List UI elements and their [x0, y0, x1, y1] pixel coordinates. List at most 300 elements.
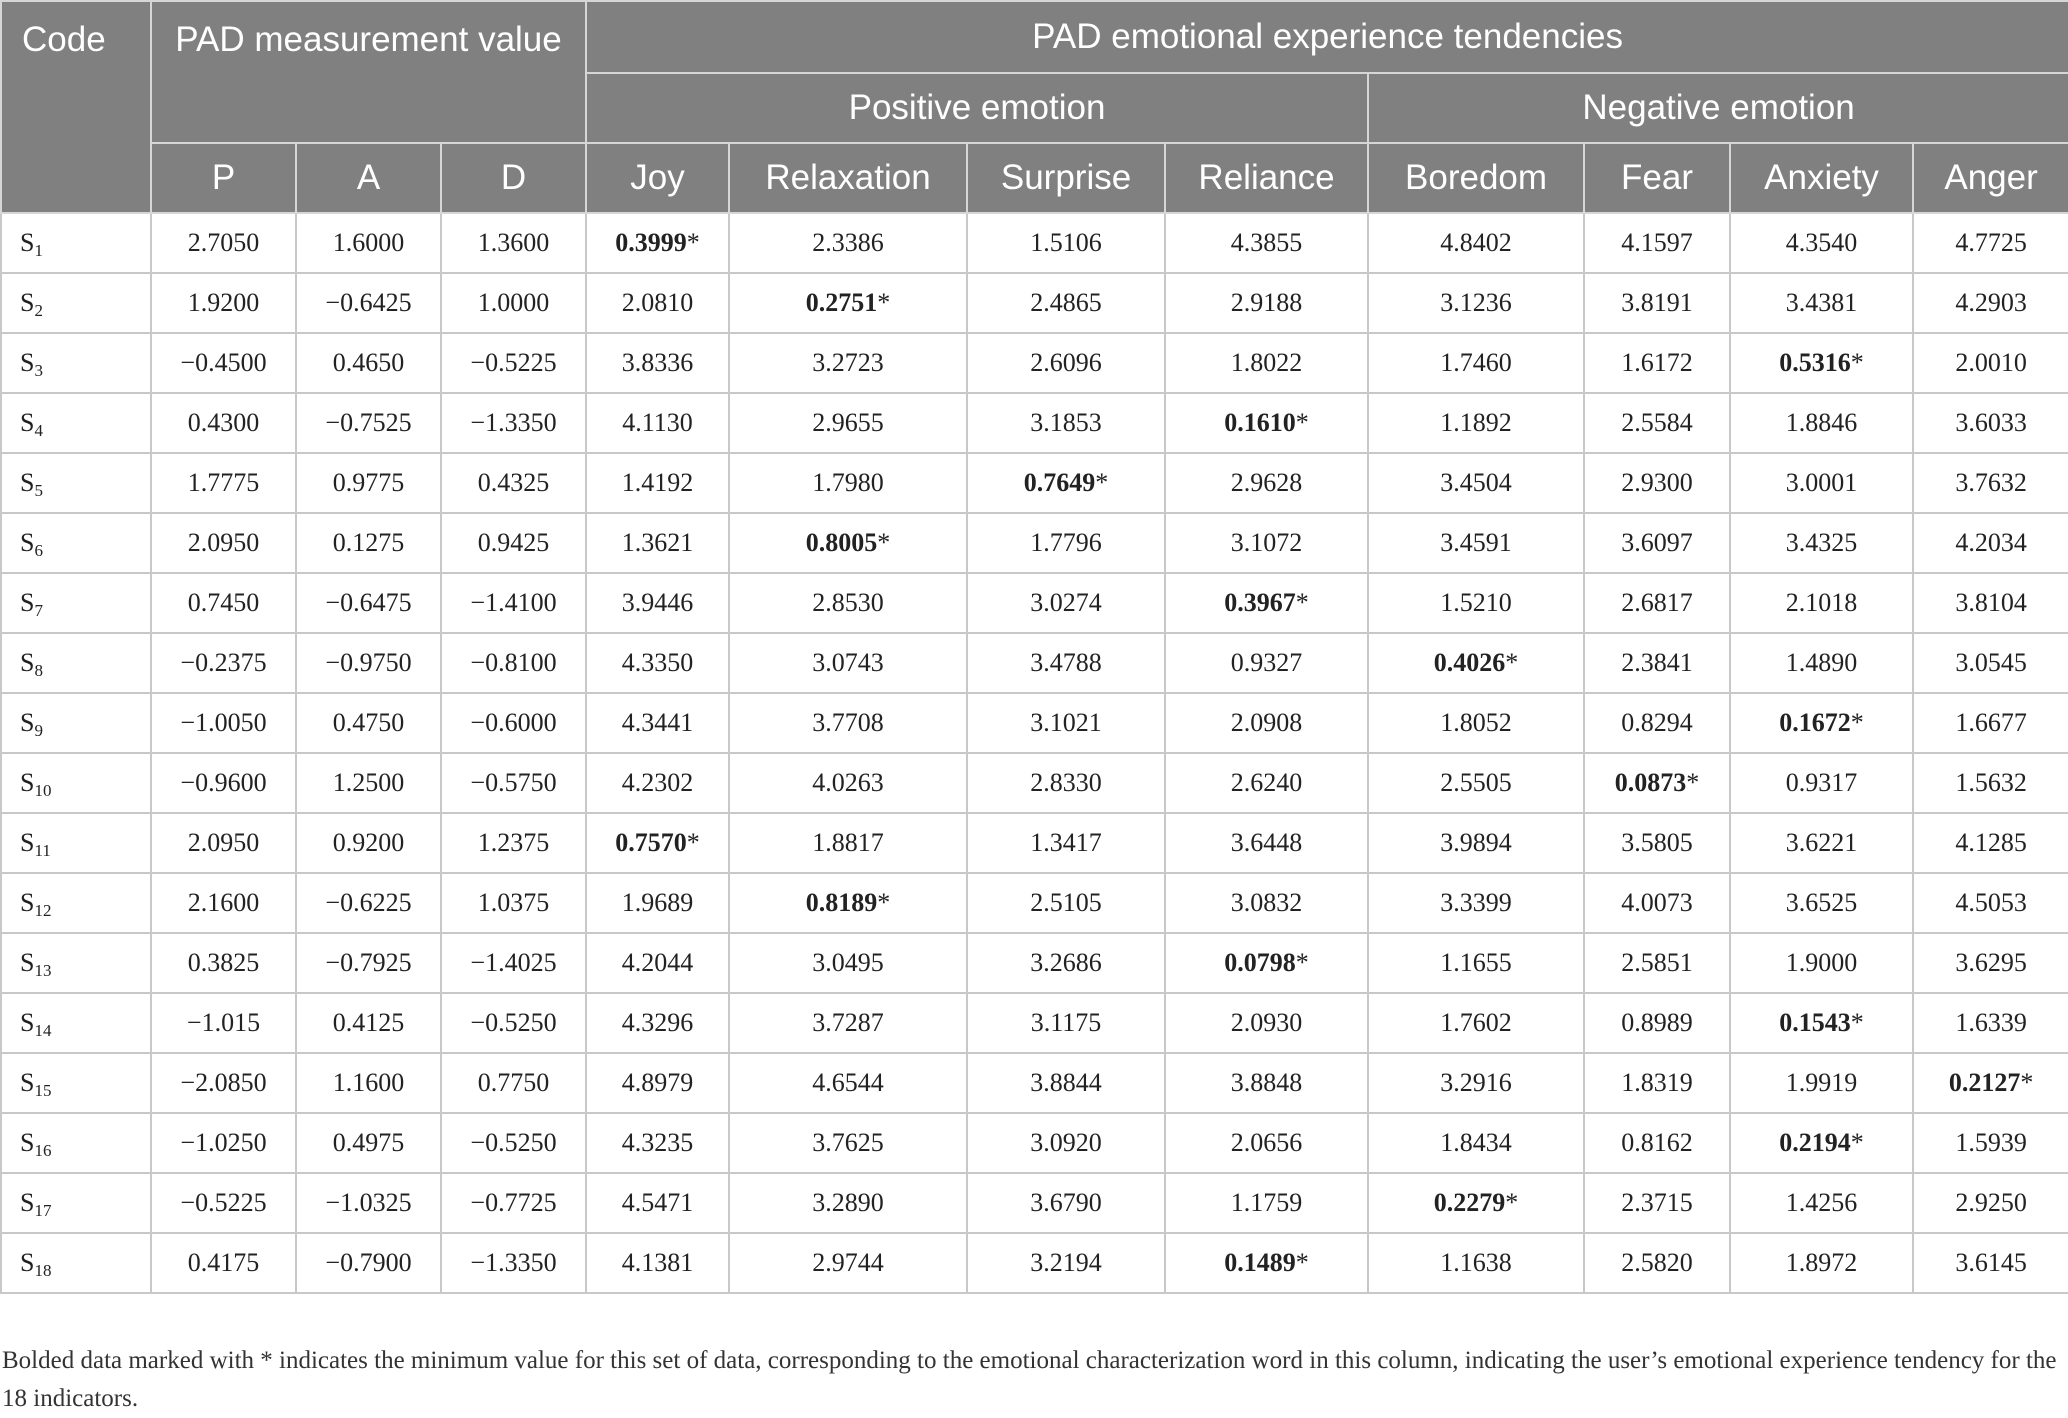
value-cell: 0.4175: [151, 1233, 296, 1293]
value-cell: 2.0908: [1165, 693, 1368, 753]
value-cell: 3.0495: [729, 933, 967, 993]
value-cell: 1.8052: [1368, 693, 1584, 753]
row-code-subscript: 5: [34, 481, 43, 500]
min-value: 0.5316: [1779, 348, 1851, 377]
value-cell: 1.7460: [1368, 333, 1584, 393]
min-value: 0.3967: [1224, 588, 1296, 617]
value-cell: 2.7050: [151, 213, 296, 273]
col-header-relaxation: Relaxation: [729, 143, 967, 213]
min-value: 0.2279: [1433, 1188, 1506, 1217]
row-code-cell: [1, 273, 151, 333]
value-cell: 0.4750: [296, 693, 441, 753]
value-cell: −1.3350: [441, 1233, 586, 1293]
col-header-fear: Fear: [1584, 143, 1730, 213]
min-value-cell: [1165, 573, 1368, 633]
min-value: 0.7649: [1023, 468, 1096, 497]
row-code-subscript: 18: [34, 1261, 52, 1280]
min-value: 0.1610: [1224, 408, 1296, 437]
value-cell: 2.0930: [1165, 993, 1368, 1053]
value-cell: −0.6000: [441, 693, 586, 753]
value-cell: 3.2916: [1368, 1053, 1584, 1113]
row-code-letter: S: [20, 948, 35, 977]
value-cell: 1.2375: [441, 813, 586, 873]
row-code-letter: S: [20, 768, 35, 797]
value-cell: 0.1275: [296, 513, 441, 573]
value-cell: 1.7602: [1368, 993, 1584, 1053]
value-cell: 4.1285: [1913, 813, 2068, 873]
row-code-cell: [1, 1233, 151, 1293]
value-cell: 4.3540: [1730, 213, 1913, 273]
value-cell: 1.1759: [1165, 1173, 1368, 1233]
value-cell: −0.8100: [441, 633, 586, 693]
min-marker: *: [1505, 1188, 1519, 1217]
min-value-cell: [729, 273, 967, 333]
min-value-cell: [1730, 693, 1913, 753]
table-row: [1, 573, 2068, 633]
value-cell: 3.6295: [1913, 933, 2068, 993]
value-cell: 3.6221: [1730, 813, 1913, 873]
value-cell: −0.7725: [441, 1173, 586, 1233]
min-value: 0.4026: [1433, 648, 1506, 677]
col-header-boredom: Boredom: [1368, 143, 1584, 213]
negative-emotion-header: Negative emotion: [1368, 73, 2068, 143]
value-cell: −1.0325: [296, 1173, 441, 1233]
value-cell: 1.9000: [1730, 933, 1913, 993]
row-code-subscript: 6: [34, 541, 43, 560]
min-marker: *: [1850, 708, 1864, 737]
value-cell: 1.8022: [1165, 333, 1368, 393]
row-code-subscript: 7: [34, 601, 43, 620]
value-cell: 3.6097: [1584, 513, 1730, 573]
row-code-letter: S: [20, 288, 35, 317]
row-code-letter: S: [20, 648, 35, 677]
value-cell: −0.4500: [151, 333, 296, 393]
value-cell: 3.1236: [1368, 273, 1584, 333]
row-code-cell: [1, 1053, 151, 1113]
row-code-letter: S: [20, 228, 35, 257]
min-value-cell: [729, 873, 967, 933]
min-value: 0.1489: [1224, 1248, 1296, 1277]
row-code-cell: [1, 753, 151, 813]
value-cell: 2.0656: [1165, 1113, 1368, 1173]
value-cell: 2.1600: [151, 873, 296, 933]
value-cell: 1.7980: [729, 453, 967, 513]
col-header-a: A: [296, 143, 441, 213]
pad-measurement-header: PAD measurement value: [151, 1, 586, 143]
table-row: [1, 273, 2068, 333]
min-marker: *: [686, 828, 700, 857]
min-value: 0.2127: [1948, 1068, 2021, 1097]
value-cell: 0.4300: [151, 393, 296, 453]
value-cell: 4.3296: [586, 993, 729, 1053]
min-marker: *: [1295, 588, 1309, 617]
min-value-cell: [1730, 1113, 1913, 1173]
value-cell: 4.2302: [586, 753, 729, 813]
min-marker: *: [686, 228, 700, 257]
value-cell: 1.1655: [1368, 933, 1584, 993]
table-row: [1, 1053, 2068, 1113]
value-cell: 1.6000: [296, 213, 441, 273]
value-cell: 2.4865: [967, 273, 1165, 333]
row-code-subscript: 16: [34, 1141, 52, 1160]
value-cell: 0.9425: [441, 513, 586, 573]
value-cell: 2.5584: [1584, 393, 1730, 453]
min-value: 0.3999: [615, 228, 687, 257]
row-code-cell: [1, 513, 151, 573]
value-cell: 2.0950: [151, 513, 296, 573]
value-cell: 1.3417: [967, 813, 1165, 873]
min-marker: *: [877, 528, 891, 557]
value-cell: 1.8817: [729, 813, 967, 873]
value-cell: 1.0000: [441, 273, 586, 333]
value-cell: 2.5105: [967, 873, 1165, 933]
col-header-reliance: Reliance: [1165, 143, 1368, 213]
min-marker: *: [1295, 1248, 1309, 1277]
row-code-letter: S: [20, 708, 35, 737]
value-cell: 2.6817: [1584, 573, 1730, 633]
value-cell: 4.7725: [1913, 213, 2068, 273]
value-cell: −0.5250: [441, 1113, 586, 1173]
table-row: [1, 1233, 2068, 1293]
min-value-cell: [1165, 933, 1368, 993]
value-cell: 4.2903: [1913, 273, 2068, 333]
code-header: Code: [1, 1, 151, 213]
row-code-cell: [1, 813, 151, 873]
min-marker: *: [1850, 1128, 1864, 1157]
value-cell: 1.6677: [1913, 693, 2068, 753]
value-cell: 3.8844: [967, 1053, 1165, 1113]
value-cell: 4.1381: [586, 1233, 729, 1293]
value-cell: 1.1600: [296, 1053, 441, 1113]
value-cell: −0.6425: [296, 273, 441, 333]
row-code-cell: [1, 933, 151, 993]
min-value-cell: [1368, 633, 1584, 693]
value-cell: 0.4325: [441, 453, 586, 513]
row-code-letter: S: [20, 1248, 35, 1277]
value-cell: 1.2500: [296, 753, 441, 813]
value-cell: 1.5939: [1913, 1113, 2068, 1173]
row-code-cell: [1, 633, 151, 693]
row-code-cell: [1, 993, 151, 1053]
value-cell: 3.4381: [1730, 273, 1913, 333]
value-cell: −0.5250: [441, 993, 586, 1053]
value-cell: 0.8294: [1584, 693, 1730, 753]
value-cell: 3.4788: [967, 633, 1165, 693]
value-cell: 1.4192: [586, 453, 729, 513]
value-cell: −1.015: [151, 993, 296, 1053]
value-cell: 4.3235: [586, 1113, 729, 1173]
value-cell: 2.9250: [1913, 1173, 2068, 1233]
value-cell: 3.7625: [729, 1113, 967, 1173]
value-cell: 2.9655: [729, 393, 967, 453]
value-cell: 1.4890: [1730, 633, 1913, 693]
value-cell: 1.8434: [1368, 1113, 1584, 1173]
value-cell: 3.0001: [1730, 453, 1913, 513]
value-cell: 3.4325: [1730, 513, 1913, 573]
row-code-subscript: 14: [34, 1021, 52, 1040]
value-cell: 2.0010: [1913, 333, 2068, 393]
min-value-cell: [1368, 1173, 1584, 1233]
value-cell: 1.8846: [1730, 393, 1913, 453]
value-cell: 2.3386: [729, 213, 967, 273]
row-code-letter: S: [20, 828, 35, 857]
min-value: 0.7570: [615, 828, 687, 857]
table-row: [1, 1173, 2068, 1233]
value-cell: 3.1175: [967, 993, 1165, 1053]
value-cell: 3.6448: [1165, 813, 1368, 873]
table-row: [1, 753, 2068, 813]
value-cell: 1.4256: [1730, 1173, 1913, 1233]
row-code-subscript: 10: [34, 781, 52, 800]
value-cell: 1.0375: [441, 873, 586, 933]
table-row: [1, 513, 2068, 573]
value-cell: 4.5471: [586, 1173, 729, 1233]
value-cell: 3.2194: [967, 1233, 1165, 1293]
min-value-cell: [1165, 393, 1368, 453]
value-cell: 3.9446: [586, 573, 729, 633]
value-cell: 3.0274: [967, 573, 1165, 633]
value-cell: 3.8104: [1913, 573, 2068, 633]
value-cell: 3.8336: [586, 333, 729, 393]
row-code-subscript: 11: [34, 841, 51, 860]
row-code-subscript: 9: [34, 721, 43, 740]
value-cell: −0.9750: [296, 633, 441, 693]
col-header-surprise: Surprise: [967, 143, 1165, 213]
value-cell: 0.8162: [1584, 1113, 1730, 1173]
value-cell: 4.3441: [586, 693, 729, 753]
value-cell: 3.2686: [967, 933, 1165, 993]
col-header-anxiety: Anxiety: [1730, 143, 1913, 213]
value-cell: 3.4504: [1368, 453, 1584, 513]
value-cell: 1.6339: [1913, 993, 2068, 1053]
min-value-cell: [1584, 753, 1730, 813]
value-cell: 3.9894: [1368, 813, 1584, 873]
value-cell: 2.3841: [1584, 633, 1730, 693]
value-cell: −0.5225: [441, 333, 586, 393]
min-value-cell: [586, 813, 729, 873]
value-cell: 3.1853: [967, 393, 1165, 453]
row-code-letter: S: [20, 888, 35, 917]
value-cell: 0.7750: [441, 1053, 586, 1113]
value-cell: 0.9775: [296, 453, 441, 513]
min-value-cell: [967, 453, 1165, 513]
min-marker: *: [1505, 648, 1519, 677]
min-marker: *: [1850, 1008, 1864, 1037]
value-cell: 4.8402: [1368, 213, 1584, 273]
value-cell: 3.0545: [1913, 633, 2068, 693]
value-cell: 4.3855: [1165, 213, 1368, 273]
row-code-subscript: 8: [34, 661, 43, 680]
min-marker: *: [1095, 468, 1109, 497]
min-marker: *: [2020, 1068, 2034, 1097]
value-cell: 3.7632: [1913, 453, 2068, 513]
row-code-cell: [1, 1113, 151, 1173]
value-cell: −1.0050: [151, 693, 296, 753]
value-cell: 1.7796: [967, 513, 1165, 573]
value-cell: 0.4125: [296, 993, 441, 1053]
row-code-cell: [1, 393, 151, 453]
value-cell: 3.4591: [1368, 513, 1584, 573]
value-cell: 4.6544: [729, 1053, 967, 1113]
value-cell: 2.9300: [1584, 453, 1730, 513]
value-cell: 3.3399: [1368, 873, 1584, 933]
value-cell: 2.5505: [1368, 753, 1584, 813]
row-code-letter: S: [20, 1008, 35, 1037]
value-cell: 1.9919: [1730, 1053, 1913, 1113]
table-row: [1, 633, 2068, 693]
row-code-letter: S: [20, 1068, 35, 1097]
value-cell: 3.7708: [729, 693, 967, 753]
min-marker: *: [877, 888, 891, 917]
table-row: [1, 873, 2068, 933]
row-code-subscript: 3: [34, 361, 43, 380]
value-cell: 1.3621: [586, 513, 729, 573]
value-cell: 2.5851: [1584, 933, 1730, 993]
value-cell: 2.3715: [1584, 1173, 1730, 1233]
value-cell: 1.5210: [1368, 573, 1584, 633]
table-body: [1, 213, 2068, 1293]
value-cell: 1.6172: [1584, 333, 1730, 393]
table-row: [1, 333, 2068, 393]
min-value: 0.8189: [805, 888, 878, 917]
value-cell: −0.7900: [296, 1233, 441, 1293]
value-cell: 4.1597: [1584, 213, 1730, 273]
value-cell: 3.6790: [967, 1173, 1165, 1233]
row-code-letter: S: [20, 588, 35, 617]
col-header-joy: Joy: [586, 143, 729, 213]
row-code-subscript: 1: [34, 241, 43, 260]
value-cell: 3.0832: [1165, 873, 1368, 933]
value-cell: 3.1021: [967, 693, 1165, 753]
table-row: [1, 1113, 2068, 1173]
min-marker: *: [1295, 948, 1309, 977]
value-cell: 2.0810: [586, 273, 729, 333]
value-cell: 2.6240: [1165, 753, 1368, 813]
value-cell: −1.0250: [151, 1113, 296, 1173]
value-cell: −0.7525: [296, 393, 441, 453]
row-code-letter: S: [20, 408, 35, 437]
min-marker: *: [1686, 768, 1700, 797]
value-cell: 2.6096: [967, 333, 1165, 393]
value-cell: −0.5750: [441, 753, 586, 813]
value-cell: 4.5053: [1913, 873, 2068, 933]
row-code-letter: S: [20, 1128, 35, 1157]
table-footnote: Bolded data marked with * indicates the minimum value for this set of data, corresponding to the emotional characterization word in this column, indicating the user’s emotional experience tendency for the 18 indicators.: [2, 1347, 2057, 1412]
row-code-cell: [1, 693, 151, 753]
value-cell: 3.6525: [1730, 873, 1913, 933]
value-cell: 3.8191: [1584, 273, 1730, 333]
value-cell: 0.9317: [1730, 753, 1913, 813]
value-cell: 4.2044: [586, 933, 729, 993]
value-cell: 0.9327: [1165, 633, 1368, 693]
value-cell: −1.3350: [441, 393, 586, 453]
min-value: 0.1672: [1779, 708, 1851, 737]
min-value-cell: [586, 213, 729, 273]
value-cell: 3.2723: [729, 333, 967, 393]
table-row: [1, 453, 2068, 513]
value-cell: −0.7925: [296, 933, 441, 993]
value-cell: 2.9744: [729, 1233, 967, 1293]
value-cell: 2.9188: [1165, 273, 1368, 333]
row-code-subscript: 12: [34, 901, 52, 920]
value-cell: 1.9200: [151, 273, 296, 333]
value-cell: 1.1638: [1368, 1233, 1584, 1293]
value-cell: 3.5805: [1584, 813, 1730, 873]
value-cell: 1.8972: [1730, 1233, 1913, 1293]
min-value: 0.0798: [1224, 948, 1296, 977]
value-cell: 1.3600: [441, 213, 586, 273]
value-cell: 4.2034: [1913, 513, 2068, 573]
min-value: 0.2751: [805, 288, 878, 317]
min-value-cell: [1730, 333, 1913, 393]
min-value: 0.0873: [1614, 768, 1687, 797]
min-marker: *: [877, 288, 891, 317]
table-row: [1, 933, 2068, 993]
row-code-letter: S: [20, 468, 35, 497]
value-cell: 2.8530: [729, 573, 967, 633]
value-cell: −1.4100: [441, 573, 586, 633]
table-row: [1, 393, 2068, 453]
value-cell: −0.6475: [296, 573, 441, 633]
col-header-d: D: [441, 143, 586, 213]
min-value-cell: [729, 513, 967, 573]
value-cell: 0.4975: [296, 1113, 441, 1173]
value-cell: 4.0263: [729, 753, 967, 813]
table-row: [1, 813, 2068, 873]
tendencies-header: PAD emotional experience tendencies: [586, 1, 2068, 73]
value-cell: 3.2890: [729, 1173, 967, 1233]
value-cell: 0.7450: [151, 573, 296, 633]
row-code-cell: [1, 333, 151, 393]
value-cell: −0.9600: [151, 753, 296, 813]
value-cell: 2.5820: [1584, 1233, 1730, 1293]
row-code-cell: [1, 1173, 151, 1233]
row-code-cell: [1, 453, 151, 513]
row-code-letter: S: [20, 1188, 35, 1217]
value-cell: 4.1130: [586, 393, 729, 453]
value-cell: 3.7287: [729, 993, 967, 1053]
value-cell: 2.9628: [1165, 453, 1368, 513]
value-cell: 2.8330: [967, 753, 1165, 813]
value-cell: 4.8979: [586, 1053, 729, 1113]
value-cell: −0.2375: [151, 633, 296, 693]
min-value: 0.8005: [805, 528, 878, 557]
min-marker: *: [1850, 348, 1864, 377]
row-code-cell: [1, 213, 151, 273]
value-cell: 2.0950: [151, 813, 296, 873]
value-cell: 0.4650: [296, 333, 441, 393]
value-cell: −0.6225: [296, 873, 441, 933]
col-header-p: P: [151, 143, 296, 213]
table-row: [1, 993, 2068, 1053]
value-cell: 1.9689: [586, 873, 729, 933]
value-cell: 1.5632: [1913, 753, 2068, 813]
value-cell: 1.5106: [967, 213, 1165, 273]
row-code-cell: [1, 573, 151, 633]
value-cell: 1.8319: [1584, 1053, 1730, 1113]
value-cell: −0.5225: [151, 1173, 296, 1233]
col-header-anger: Anger: [1913, 143, 2068, 213]
row-code-letter: S: [20, 348, 35, 377]
value-cell: 4.0073: [1584, 873, 1730, 933]
min-value-cell: [1913, 1053, 2068, 1113]
table-row: [1, 693, 2068, 753]
row-code-subscript: 13: [34, 961, 52, 980]
value-cell: 3.1072: [1165, 513, 1368, 573]
value-cell: 4.3350: [586, 633, 729, 693]
table-row: [1, 213, 2068, 273]
min-value-cell: [1165, 1233, 1368, 1293]
